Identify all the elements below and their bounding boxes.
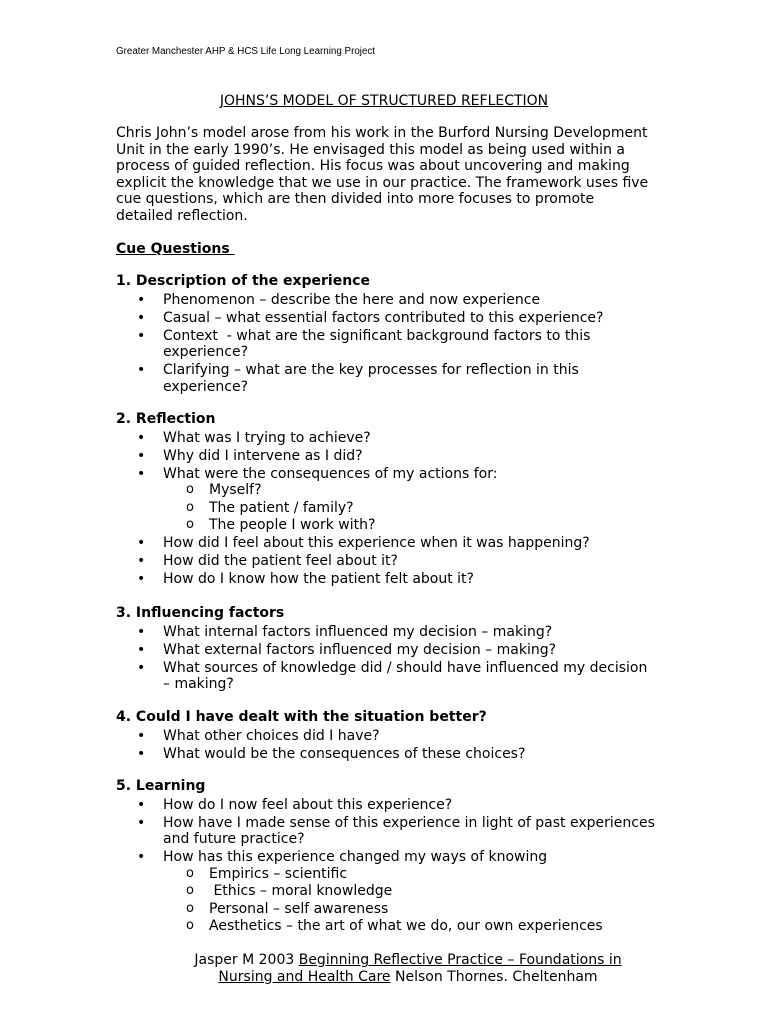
- list-item: [116, 746, 736, 763]
- sub-bullet-marker: o: [186, 865, 194, 881]
- sub-list-item: [163, 482, 736, 499]
- list-item: [116, 642, 736, 659]
- list-item: [116, 466, 736, 534]
- reference-publisher: Nelson Thornes. Cheltenham: [395, 968, 598, 985]
- section-learning: [116, 778, 736, 936]
- list-item-text: Context - what are the significant background factors to this experience?: [163, 327, 591, 360]
- list-item-text: How did I feel about this experience when it was happening?: [163, 535, 590, 551]
- bullet-marker: •: [137, 362, 146, 378]
- list-item: [116, 553, 736, 570]
- bullet-list: [116, 430, 736, 588]
- section-heading: 5. Learning: [116, 778, 206, 794]
- bullet-marker: •: [137, 659, 146, 676]
- list-item-text: How have I made sense of this experience in light of past experiences and future practice?: [163, 814, 655, 847]
- list-item: [116, 310, 736, 327]
- sub-list-item-text: Aesthetics – the art of what we do, our own experiences: [209, 918, 603, 934]
- list-item-text: What were the consequences of my actions for:: [163, 465, 498, 482]
- list-item-text: What external factors influenced my decision – making?: [163, 641, 557, 658]
- list-item-text: How did the patient feel about it?: [163, 553, 398, 569]
- bullet-marker: •: [137, 641, 146, 658]
- bullet-list: [116, 728, 736, 763]
- list-item-text: What internal factors influenced my decision – making?: [163, 623, 553, 640]
- list-item-text: Casual – what essential factors contributed to this experience?: [163, 309, 604, 326]
- sub-list: [163, 866, 736, 935]
- sub-bullet-marker: o: [186, 883, 194, 898]
- reference-author-year: Jasper M 2003: [194, 952, 295, 968]
- list-item-text: What other choices did I have?: [163, 727, 380, 744]
- sub-list-item-text: Empirics – scientific: [209, 865, 348, 882]
- section-heading: 2. Reflection: [116, 411, 216, 427]
- sub-list-item: [163, 500, 736, 517]
- list-item: [116, 362, 736, 395]
- list-item: [116, 448, 736, 465]
- section-heading: 3. Influencing factors: [116, 605, 285, 621]
- list-item-text: How do I know how the patient felt about it?: [163, 571, 474, 587]
- list-item: [116, 849, 736, 935]
- sub-list: [163, 482, 736, 534]
- list-item: [116, 815, 736, 848]
- bullet-marker: •: [137, 447, 146, 464]
- list-item: [116, 535, 736, 552]
- list-item-text: Phenomenon – describe the here and now experience: [163, 291, 541, 308]
- bullet-marker: •: [137, 465, 146, 482]
- list-item-text: What was I trying to achieve?: [163, 429, 371, 446]
- document-title: JOHNS’S MODEL OF STRUCTURED REFLECTION: [219, 93, 549, 109]
- bullet-list: [116, 624, 736, 693]
- bullet-marker: •: [137, 849, 146, 865]
- list-item: [116, 797, 736, 814]
- sub-list-item-text: Myself?: [209, 482, 262, 498]
- cue-questions-heading-block: [116, 241, 235, 258]
- sub-bullet-marker: o: [186, 900, 194, 916]
- bullet-marker: •: [137, 796, 146, 813]
- section-influencing-factors: [116, 605, 736, 694]
- list-item-text: Why did I intervene as I did?: [163, 447, 363, 464]
- sub-bullet-marker: o: [186, 499, 194, 515]
- bullet-marker: •: [137, 327, 146, 344]
- sub-list-item-text: Ethics – moral knowledge: [209, 883, 393, 899]
- section-description: [116, 273, 736, 397]
- sub-list-item: [163, 901, 736, 918]
- list-item-text: Clarifying – what are the key processes for reflection in this experience?: [163, 362, 579, 395]
- page-header: Greater Manchester AHP & HCS Life Long Learning Project: [116, 46, 376, 57]
- sub-bullet-marker: o: [186, 482, 194, 497]
- section-reflection: [116, 411, 736, 589]
- list-item-text: How has this experience changed my ways of knowing: [163, 849, 548, 865]
- sub-list-item-text: The patient / family?: [209, 499, 354, 516]
- bullet-marker: •: [137, 623, 146, 640]
- intro-paragraph: Chris John’s model arose from his work in the Burford Nursing Development Unit in the early 1990’s. He envisaged this model as being used within a process of guided reflection. His focus was about uncovering and making explicit the knowledge that we use in our practice. The framework uses five cue questions, which are then divided into more focuses to promote detailed reflection.: [116, 125, 649, 224]
- list-item: [116, 430, 736, 447]
- list-item: [116, 328, 736, 361]
- reference-line-1: [116, 952, 700, 969]
- reference: [116, 952, 700, 985]
- reference-book-title-part-2: Nursing and Health Care: [218, 968, 391, 985]
- list-item: [116, 660, 736, 693]
- bullet-marker: •: [137, 429, 146, 446]
- title-block: [116, 93, 652, 110]
- list-item: [116, 728, 736, 745]
- section-dealt-better: [116, 709, 736, 764]
- sub-list-item: [163, 918, 736, 935]
- section-heading: 4. Could I have dealt with the situation better?: [116, 709, 487, 725]
- list-item: [116, 571, 736, 588]
- bullet-marker: •: [137, 745, 146, 762]
- bullet-marker: •: [137, 571, 146, 587]
- bullet-marker: •: [137, 727, 146, 744]
- list-item-text: What sources of knowledge did / should have influenced my decision – making?: [163, 659, 648, 692]
- sub-list-item: [163, 866, 736, 883]
- bullet-marker: •: [137, 535, 146, 551]
- cue-questions-heading: Cue Questions: [116, 241, 235, 257]
- bullet-marker: •: [137, 553, 146, 569]
- list-item-text: What would be the consequences of these choices?: [163, 745, 526, 762]
- list-item: [116, 292, 736, 309]
- bullet-marker: •: [137, 291, 146, 308]
- bullet-list: [116, 797, 736, 935]
- bullet-marker: •: [137, 309, 146, 326]
- sub-list-item-text: Personal – self awareness: [209, 900, 389, 917]
- bullet-marker: •: [137, 814, 146, 831]
- sub-list-item-text: The people I work with?: [209, 517, 376, 533]
- sub-bullet-marker: o: [186, 517, 194, 532]
- sub-list-item: [163, 883, 736, 900]
- bullet-list: [116, 292, 736, 396]
- reference-book-title-part-1: Beginning Reflective Practice – Foundations in: [298, 952, 622, 968]
- sub-bullet-marker: o: [186, 918, 194, 933]
- sub-list-item: [163, 517, 736, 534]
- section-heading: 1. Description of the experience: [116, 273, 370, 289]
- reference-line-2: [116, 969, 700, 986]
- list-item: [116, 624, 736, 641]
- list-item-text: How do I now feel about this experience?: [163, 796, 453, 813]
